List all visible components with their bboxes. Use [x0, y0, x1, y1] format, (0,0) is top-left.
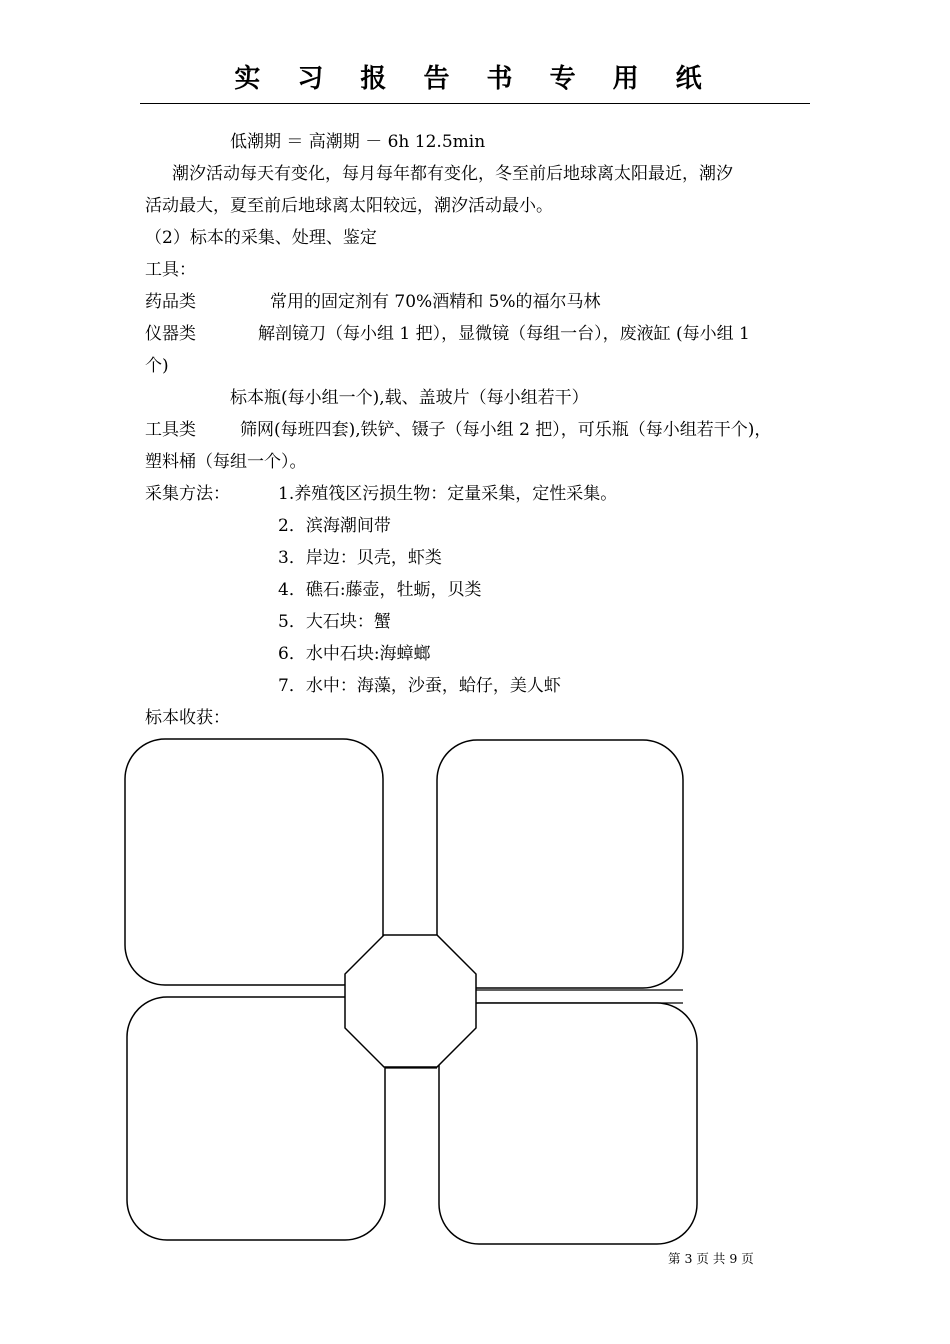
specimens-label: 标本收获： [145, 708, 230, 728]
tools-label: 工具： [145, 260, 196, 280]
specimen-box-bottom-right [439, 1003, 697, 1244]
instruments-text-cont: 个) [145, 356, 169, 376]
page-number: 第 3 页 共 9 页 [668, 1251, 754, 1266]
section-heading: （2）标本的采集、处理、鉴定 [145, 228, 377, 248]
text-line-tide-2: 活动最大，夏至前后地球离太阳较远，潮汐活动最小。 [145, 196, 553, 216]
instruments-text-2: 标本瓶(每小组一个),载、盖玻片（每小组若干） [230, 388, 589, 408]
specimen-box-top-left [125, 739, 383, 985]
methods-label: 采集方法： [145, 484, 230, 504]
text-line-low-tide: 低潮期 ＝ 高潮期 － 6h 12.5min [230, 132, 486, 152]
method-item-6: 6．水中石块:海蟑螂 [278, 644, 431, 664]
method-item-7: 7．水中：海藻，沙蚕，蛤仔，美人虾 [278, 676, 561, 696]
method-item-2: 2．滨海潮间带 [278, 516, 391, 536]
center-octagon [345, 935, 476, 1067]
instruments-label: 仪器类 [145, 324, 196, 344]
method-item-1: 1.养殖筏区污损生物：定量采集，定性采集。 [278, 484, 618, 504]
instruments-text: 解剖镜刀（每小组 1 把），显微镜（每组一台），废液缸 (每小组 1 [258, 324, 750, 344]
tools-type-label: 工具类 [145, 420, 196, 440]
specimen-box-top-right [437, 740, 683, 988]
reagents-label: 药品类 [145, 292, 196, 312]
text-line-tide-1: 潮汐活动每天有变化，每月每年都有变化，冬至前后地球离太阳最近，潮汐 [172, 164, 733, 184]
method-item-5: 5．大石块：蟹 [278, 612, 391, 632]
method-item-3: 3．岸边：贝壳，虾类 [278, 548, 442, 568]
tools-type-text-cont: 塑料桶（每组一个）。 [145, 452, 307, 472]
page-header-title: 实 习 报 告 书 专 用 纸 [234, 64, 716, 94]
reagents-text: 常用的固定剂有 70%酒精和 5%的福尔马林 [270, 292, 601, 312]
tools-type-text: 筛网(每班四套),铁铲、镊子（每小组 2 把），可乐瓶（每小组若干个)， [240, 420, 772, 440]
specimen-box-bottom-left [127, 997, 385, 1240]
method-item-4: 4．礁石:藤壶，牡蛎，贝类 [278, 580, 482, 600]
